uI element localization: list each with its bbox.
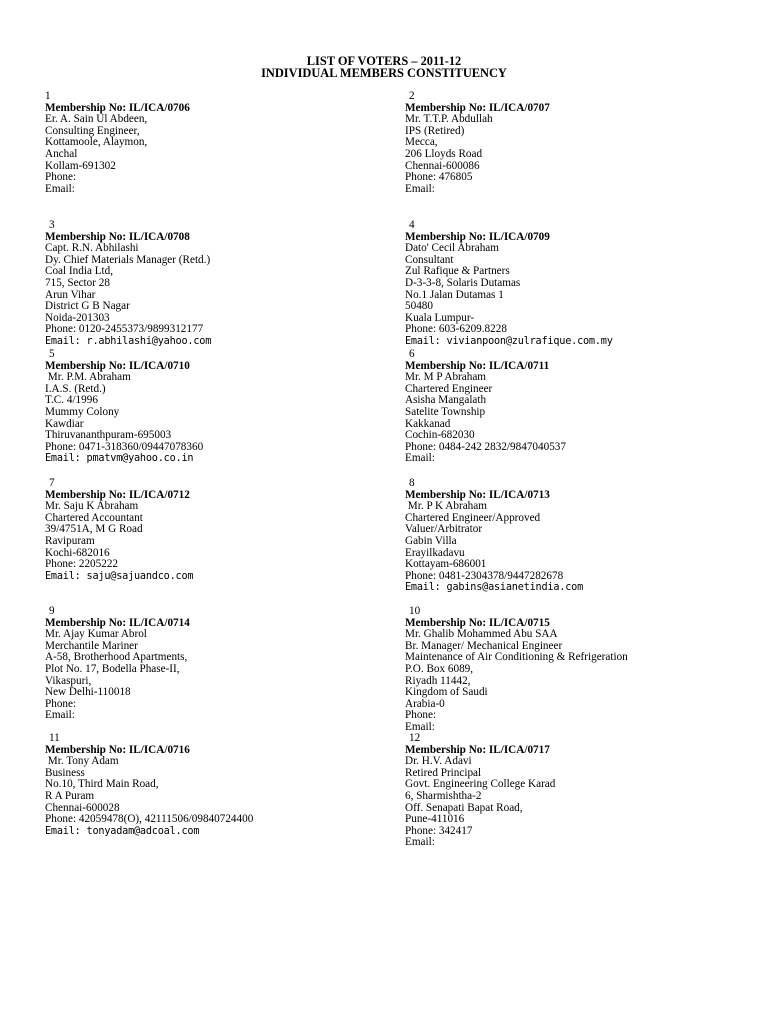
voter-entry (405, 91, 550, 195)
membership-number: Membership No: IL/ICA/0717 (405, 743, 550, 756)
address-line: IPS (Retired) (405, 124, 465, 137)
email-line: Email: (45, 709, 75, 722)
voter-entry (45, 349, 203, 465)
address-line: Pune-411016 (405, 813, 465, 826)
entry-number: 7 (49, 477, 55, 489)
phone-line: Phone: 603-6209.8228 (405, 323, 507, 336)
address-line: P.O. Box 6089, (405, 662, 474, 675)
entry-number: 4 (409, 219, 415, 231)
email-line: Email: r.abhilashi@yahoo.com (45, 335, 212, 347)
address-line: Chartered Engineer (405, 382, 493, 395)
member-name: Capt. R.N. Abhilashi (45, 242, 139, 255)
membership-number: Membership No: IL/ICA/0707 (405, 101, 550, 114)
address-line: Anchal (45, 147, 78, 160)
email-line: Email: (405, 182, 435, 195)
address-line: Kollam-691302 (45, 159, 116, 172)
address-line: District G B Nagar (45, 300, 130, 313)
address-line: 50480 (405, 300, 433, 313)
phone-line: Phone: 0484-242 2832/9847040537 (405, 440, 566, 453)
entry-number: 8 (409, 477, 415, 489)
entry-number: 9 (49, 605, 55, 617)
entry-number: 2 (409, 90, 415, 102)
address-line: 39/4751A, M G Road (45, 523, 143, 536)
voter-entry (45, 478, 193, 582)
member-name: Mr. Ajay Kumar Abrol (45, 628, 147, 641)
member-name: Er. A. Sain Ul Abdeen, (45, 113, 148, 126)
phone-line: Phone: (45, 697, 77, 710)
address-line: Kochi-682016 (45, 546, 110, 559)
email-line: Email: saju@sajuandco.com (45, 570, 194, 582)
member-name: Dr. H.V. Adavi (405, 755, 472, 768)
address-line: Valuer/Arbitrator (405, 523, 483, 536)
address-line: Maintenance of Air Conditioning & Refrigeration (405, 651, 628, 664)
member-name: Mr. P.M. Abraham (45, 371, 131, 384)
address-line: No.10, Third Main Road, (45, 778, 159, 791)
address-line: 715, Sector 28 (45, 276, 110, 289)
membership-number: Membership No: IL/ICA/0716 (45, 743, 190, 756)
member-name: Mr. T.T.P. Abdullah (405, 113, 493, 126)
address-line: Cochin-682030 (405, 429, 475, 442)
address-line: 206 Lloyds Road (405, 147, 483, 160)
address-line: Coal India Ltd, (45, 265, 114, 278)
address-line: Chennai-600086 (405, 159, 480, 172)
address-line: Govt. Engineering College Karad (405, 778, 556, 791)
membership-number: Membership No: IL/ICA/0706 (45, 101, 190, 114)
address-line: Chartered Accountant (45, 511, 143, 524)
voter-entry (45, 91, 190, 195)
address-line: Merchantile Mariner (45, 639, 138, 652)
membership-number: Membership No: IL/ICA/0714 (45, 616, 190, 629)
member-name: Mr. Ghalib Mohammed Abu SAA (405, 628, 558, 641)
address-line: Kottamoole, Alaymon, (45, 136, 148, 149)
address-line: Dy. Chief Materials Manager (Retd.) (45, 253, 211, 266)
address-line: Kawdiar (45, 417, 84, 430)
entry-number: 12 (409, 732, 421, 744)
entry-number: 1 (45, 90, 51, 102)
address-line: Retired Principal (405, 766, 482, 779)
address-line: Vikaspuri, (45, 674, 92, 687)
voter-entry (45, 606, 190, 722)
address-line: Gabin Villa (405, 534, 457, 547)
member-name: Mr. Saju K Abraham (45, 500, 139, 513)
address-line: Business (45, 766, 85, 779)
voter-entry (405, 220, 613, 348)
member-name: Dato' Cecil Abraham (405, 242, 499, 255)
membership-number: Membership No: IL/ICA/0711 (405, 359, 550, 372)
membership-number: Membership No: IL/ICA/0715 (405, 616, 550, 629)
address-line: Noida-201303 (45, 311, 110, 324)
entry-number: 10 (409, 605, 421, 617)
address-line: Satelite Township (405, 405, 486, 418)
address-line: D-3-3-8, Solaris Dutamas (405, 276, 521, 289)
voter-entry (45, 220, 211, 348)
entry-number: 11 (49, 732, 60, 744)
address-line: Off. Senapati Bapat Road, (405, 801, 523, 814)
address-line: 6, Sharmishtha-2 (405, 789, 482, 802)
email-line: Email: vivianpoon@zulrafique.com.my (405, 335, 613, 347)
address-line: I.A.S. (Retd.) (45, 382, 106, 395)
voter-entry (405, 349, 566, 465)
address-line: Consultant (405, 253, 454, 266)
email-line: Email: gabins@asianetindia.com (405, 582, 584, 594)
voter-entry (405, 478, 583, 594)
voter-entry (405, 606, 628, 734)
member-name: Mr. M P Abraham (405, 371, 487, 384)
phone-line: Phone: 0120-2455373/9899312177 (45, 323, 204, 336)
email-line: Email: tonyadam@adcoal.com (45, 825, 200, 837)
address-line: Zul Rafique & Partners (405, 265, 510, 278)
email-line: Email: pmatvm@yahoo.co.in (45, 453, 194, 465)
address-line: Kakkanad (405, 417, 451, 430)
page-subtitle: INDIVIDUAL MEMBERS CONSTITUENCY (261, 66, 507, 80)
address-line: Ravipuram (45, 534, 95, 547)
address-line: Plot No. 17, Bodella Phase-II, (45, 662, 180, 675)
membership-number: Membership No: IL/ICA/0709 (405, 230, 550, 243)
phone-line: Phone: 342417 (405, 824, 473, 837)
phone-line: Phone: 2205222 (45, 558, 119, 571)
phone-line: Phone: 0471-318360/09447078360 (45, 440, 204, 453)
phone-line: Phone: 42059478(O), 42111506/09840724400 (45, 813, 254, 826)
membership-number: Membership No: IL/ICA/0708 (45, 230, 190, 243)
voter-entry (405, 733, 555, 849)
address-line: R A Puram (45, 789, 95, 802)
address-line: New Delhi-110018 (45, 686, 131, 699)
address-line: Asisha Mangalath (405, 394, 487, 407)
address-line: Br. Manager/ Mechanical Engineer (405, 639, 563, 652)
entry-number: 6 (409, 348, 415, 360)
address-line: T.C. 4/1996 (45, 394, 98, 407)
phone-line: Phone: 476805 (405, 171, 473, 184)
address-line: Thiruvananthpuram-695003 (45, 429, 172, 442)
voter-entry (45, 733, 253, 837)
address-line: Erayilkadavu (405, 546, 465, 559)
membership-number: Membership No: IL/ICA/0713 (405, 488, 550, 501)
email-line: Email: (45, 182, 75, 195)
address-line: Arabia-0 (405, 697, 445, 710)
entry-number: 5 (49, 348, 55, 360)
address-line: Kingdom of Saudi (405, 686, 488, 699)
address-line: A-58, Brotherhood Apartments, (45, 651, 188, 664)
address-line: Arun Vihar (45, 288, 96, 301)
member-name: Mr. Tony Adam (45, 755, 119, 768)
address-line: Chartered Engineer/Approved (405, 511, 541, 524)
entry-number: 3 (49, 219, 55, 231)
membership-number: Membership No: IL/ICA/0712 (45, 488, 190, 501)
phone-line: Phone: (45, 171, 77, 184)
member-name: Mr. P K Abraham (405, 500, 487, 513)
membership-number: Membership No: IL/ICA/0710 (45, 359, 190, 372)
email-line: Email: (405, 720, 435, 733)
page-title: LIST OF VOTERS – 2011-12 (306, 54, 462, 68)
phone-line: Phone: 0481-2304378/9447282678 (405, 569, 564, 582)
phone-line: Phone: (405, 709, 437, 722)
address-line: Mummy Colony (45, 405, 120, 418)
address-line: No.1 Jalan Dutamas 1 (405, 288, 504, 301)
address-line: Kuala Lumpur- (405, 311, 475, 324)
address-line: Mecca, (405, 136, 438, 149)
address-line: Riyadh 11442, (405, 674, 471, 687)
address-line: Kottayam-686001 (405, 558, 487, 571)
email-line: Email: (405, 452, 435, 465)
address-line: Chennai-600028 (45, 801, 120, 814)
email-line: Email: (405, 836, 435, 849)
address-line: Consulting Engineer, (45, 124, 140, 137)
